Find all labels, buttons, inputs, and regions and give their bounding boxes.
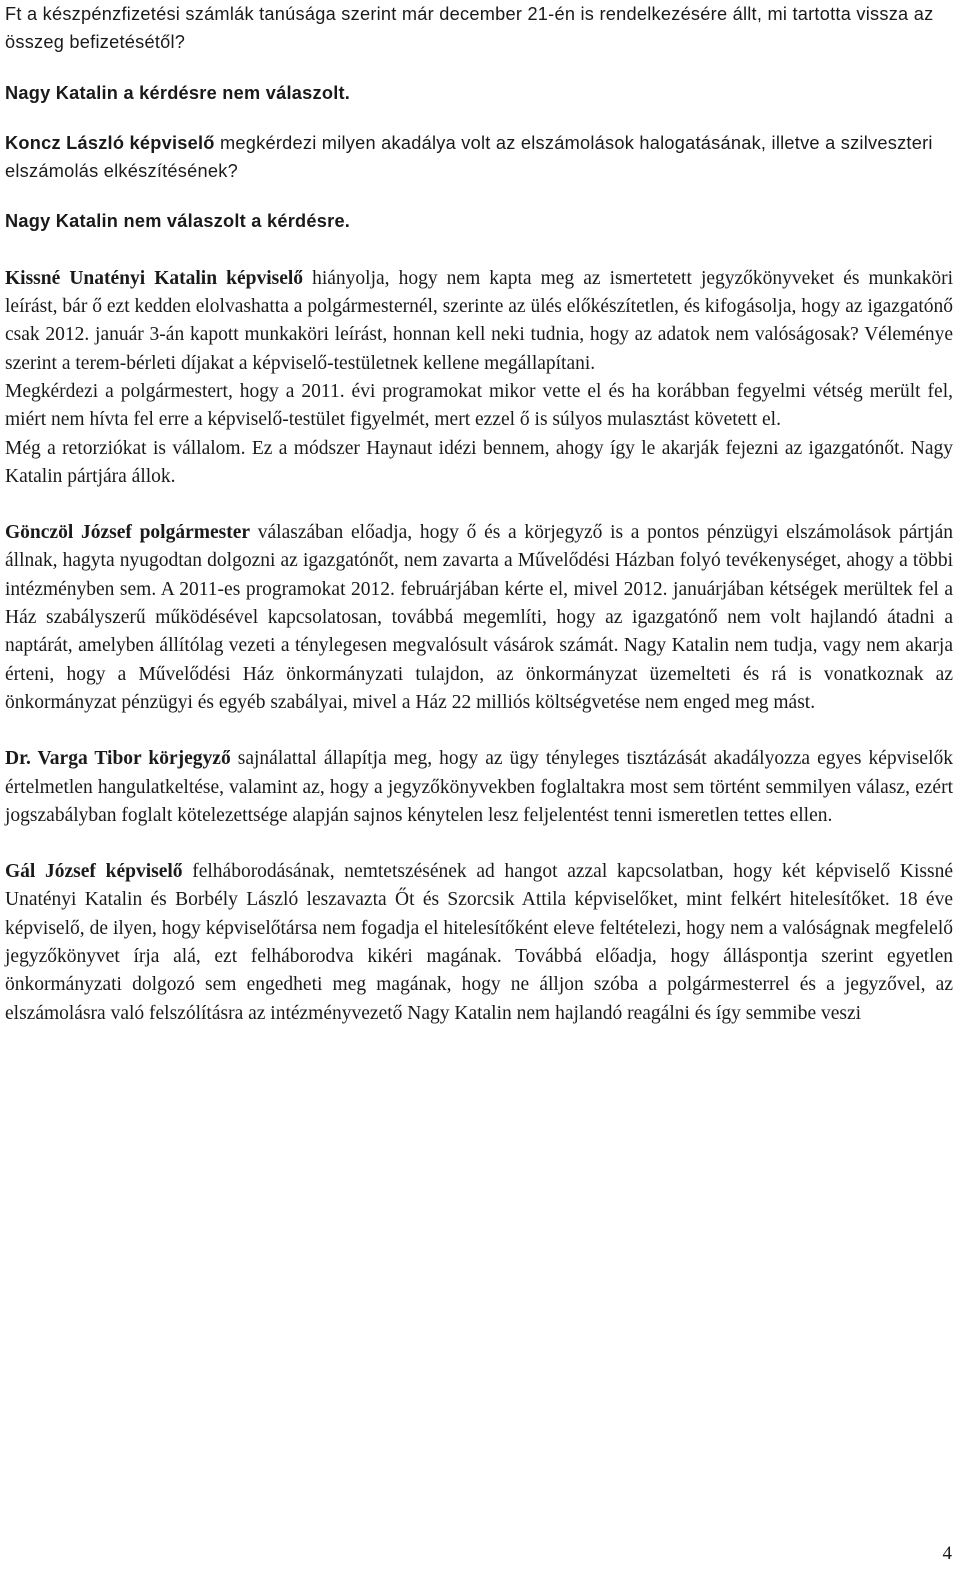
paragraph-kissne-quote: Még a retorziókat is vállalom. Ez a módszer Haynaut idézi bennem, ahogy így le akarják fejezni az igazgatónőt. Nagy Katalin pártjára állok. xyxy=(5,437,953,487)
statement-kissne: hiányolja, hogy nem kapta meg az ismertetett jegyzőkönyveket és munkaköri leírást, bár ő ezt kedden elolvashatta a polgármesternél, szerinte az ülés előkészítetlen, és kifogásolja, hogy az igazgatónő csak 2012. január 3-án kapott munkaköri leírást, honnan kell neki tudnia, hogy az adatok nem valóságosak? Véleménye szerint a terem-bérleti díjakat a képviselő-testületnek kellene megállapítani. xyxy=(5,267,953,374)
paragraph-koncz xyxy=(5,129,953,186)
speaker-varga: Dr. Varga Tibor körjegyző xyxy=(5,748,231,770)
paragraph-no-answer-1: Nagy Katalin a kérdésre nem válaszolt. xyxy=(5,82,351,103)
speaker-kissne: Kissné Unatényi Katalin képviselő xyxy=(5,267,304,289)
paragraph-question-payment: Ft a készpénzfizetési számlák tanúsága szerint már december 21-én is rendelkezésére állt, mi tartotta vissza az összeg befizetésétől? xyxy=(5,4,934,53)
document-page xyxy=(5,0,953,1028)
statement-gonczol: válaszában előadja, hogy ő és a körjegyző is a pontos pénzügyi elszámolások pártján állnak, hagyta nyugodtan dolgozni az igazgatónőt, nem zavarta a Művelődési Házban folyó tevékenységet, ahogy a többi intézményben sem. A 2011-es programokat 2012. februárjában kérte el, mivel 2012. januárjában kétségek merültek fel a Ház szabályszerű működésével kapcsolatosan, továbbá megemlíti, hogy az igazgatónő nem volt hajlandó átadni a naptárát, amelyben állítólag vezeti a ténylegesen megvalósult vásárok számát. Nagy Katalin nem tudja, vagy nem akarja érteni, hogy a Művelődési Ház önkormányzati tulajdon, az önkormányzat üzemelteti és rá is vonatkoznak az önkormányzat pénzügyi és egyéb szabályai, mivel a Ház 22 milliós költségvetése nem enged meg mást. xyxy=(5,522,953,713)
paragraph-gonczol xyxy=(5,519,953,717)
paragraph-kissne xyxy=(5,265,953,378)
speaker-koncz: Koncz László képviselő xyxy=(5,132,215,153)
paragraph-kissne-question: Megkérdezi a polgármestert, hogy a 2011. évi programokat mikor vette el és ha korábban fegyelmi vétség merült fel, miért nem hívta fel erre a képviselő-testület figyelmét, mert ezzel ő is súlyos mulasztást követett el. xyxy=(5,380,953,431)
speaker-gonczol: Gönczöl József polgármester xyxy=(5,522,251,544)
paragraph-varga xyxy=(5,745,953,830)
statement-varga: sajnálattal állapítja meg, hogy az ügy tényleges tisztázását akadályozza egyes képviselők értelmetlen hangulatkeltése, valamint az, hogy a jegyzőkönyvekben foglaltakra most sem történt semmilyen válasz, ezért jogszabályban foglalt kötelezettsége alapján sajnos kénytelen lesz feljelentést tenni ismeretlen tettes ellen. xyxy=(5,748,954,826)
paragraph-gal xyxy=(5,858,953,1028)
statement-gal: felháborodásának, nemtetszésének ad hangot azzal kapcsolatban, hogy két képviselő Kissné Unatényi Katalin és Borbély László leszavazta Őt és Szorcsik Attila képviselőket, mint felkért hitelesítőket. 18 éve képviselő, de ilyen, hogy képviselőtársa nem fogadja el hitelesítőként eleve feltételezi, hogy nem a valóságnak megfelelő jegyzőkönyvet írja alá, ezt felháborodva kikéri magának. Továbbá előadja, hogy álláspontja szerint egyetlen önkormányzati dolgozó sem engedheti meg magának, hogy ne álljon szóba a polgármesterrel és a jegyzővel, az elszámolásra való felszólításra az intézményvezető Nagy Katalin nem hajlandó reagálni és így semmibe veszi xyxy=(5,861,953,1024)
speaker-gal: Gál József képviselő xyxy=(5,861,183,883)
statement-koncz: megkérdezi milyen akadálya volt az elszámolások halogatásának, illetve a szilveszteri elszámolás elkészítésének? xyxy=(5,132,933,182)
page-number: 4 xyxy=(942,1543,952,1564)
paragraph-no-answer-2: Nagy Katalin nem válaszolt a kérdésre. xyxy=(5,211,351,232)
